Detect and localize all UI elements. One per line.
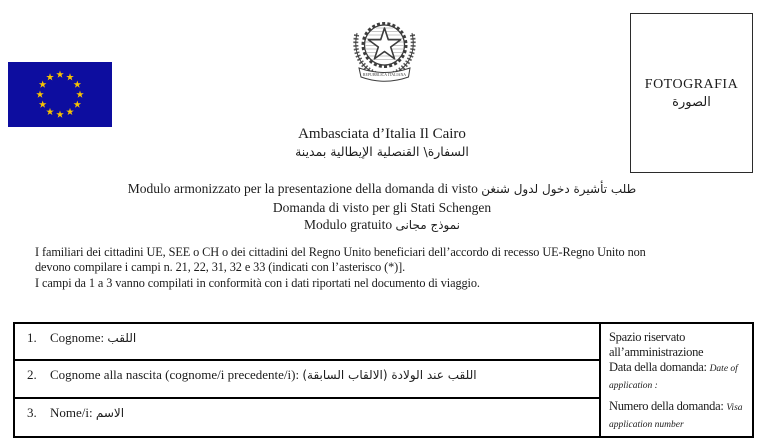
notice-line: devono compilare i campi n. 21, 22, 31, 32 e 33 (indicati con l’asterisco (*)]. — [35, 260, 406, 275]
field-label-arabic: الاسم — [95, 406, 125, 420]
photo-box-label-arabic: الصورة — [672, 94, 711, 110]
field-label-arabic: اللقب عند الولادة (الالقاب السابقة) — [302, 368, 477, 382]
field-row-nome[interactable] — [15, 399, 599, 436]
embassy-name: Ambasciata d’Italia Il Cairo — [298, 126, 466, 142]
field-label-arabic: اللقب — [107, 331, 137, 345]
admin-number-line — [609, 399, 748, 433]
admin-number-label-en: Visa application number — [609, 403, 743, 430]
notice-line: I campi da 1 a 3 vanno compilati in conformità con i dati riportati nel documento di viaggio. — [35, 275, 480, 290]
form-title-line3-it: Modulo gratuito — [303, 217, 393, 232]
form-title-line3 — [0, 216, 764, 235]
admin-number-label: Numero della domanda: — [609, 399, 724, 413]
field-label: Cognome: — [50, 330, 105, 345]
form-title-line3-arabic: نموذج مجانى — [395, 218, 461, 232]
field-number: 1. — [27, 330, 37, 345]
admin-reserved-box — [601, 324, 752, 436]
admin-date-label-en: Date of application : — [609, 364, 738, 391]
admin-date-label: Data della domanda: — [609, 360, 707, 374]
eu-flag-icon — [8, 62, 112, 127]
embassy-header — [0, 126, 764, 159]
italy-emblem-icon — [349, 13, 420, 87]
applicant-table — [13, 322, 754, 438]
notice-line: I familiari dei cittadini UE, SEE o CH o dei cittadini del Regno Unito beneficiari dell’accordo di recesso UE-Regno Unito non — [35, 245, 646, 259]
form-title-block — [0, 180, 764, 235]
field-number: 2. — [27, 367, 37, 382]
notice-paragraph — [35, 245, 646, 291]
admin-box-title: Spazio riservato all’amministrazione — [609, 330, 704, 359]
emblem-banner-text: REPUBBLICA ITALIANA — [362, 72, 407, 77]
field-row-cognome[interactable] — [15, 324, 599, 361]
form-title-line1-it: Modulo armonizzato per la presentazione della domanda di visto — [127, 181, 478, 196]
field-label: Nome/i: — [50, 405, 93, 420]
field-row-cognome-alla-nascita[interactable] — [15, 361, 599, 399]
field-label: Cognome alla nascita (cognome/i precedente/i): — [50, 367, 300, 382]
embassy-name-arabic: السفارة\ القنصلية الإيطالية بمدينة — [295, 144, 469, 159]
form-title-line1 — [0, 180, 764, 199]
admin-date-line — [609, 360, 748, 394]
photo-box-label: FOTOGRAFIA — [644, 76, 739, 92]
form-title-line2: Domanda di visto per gli Stati Schengen — [272, 199, 492, 215]
field-number: 3. — [27, 405, 37, 420]
form-title-line1-arabic: طلب تأشيرة دخول لدول شنغن — [481, 182, 637, 196]
applicant-fields-column — [15, 324, 601, 436]
